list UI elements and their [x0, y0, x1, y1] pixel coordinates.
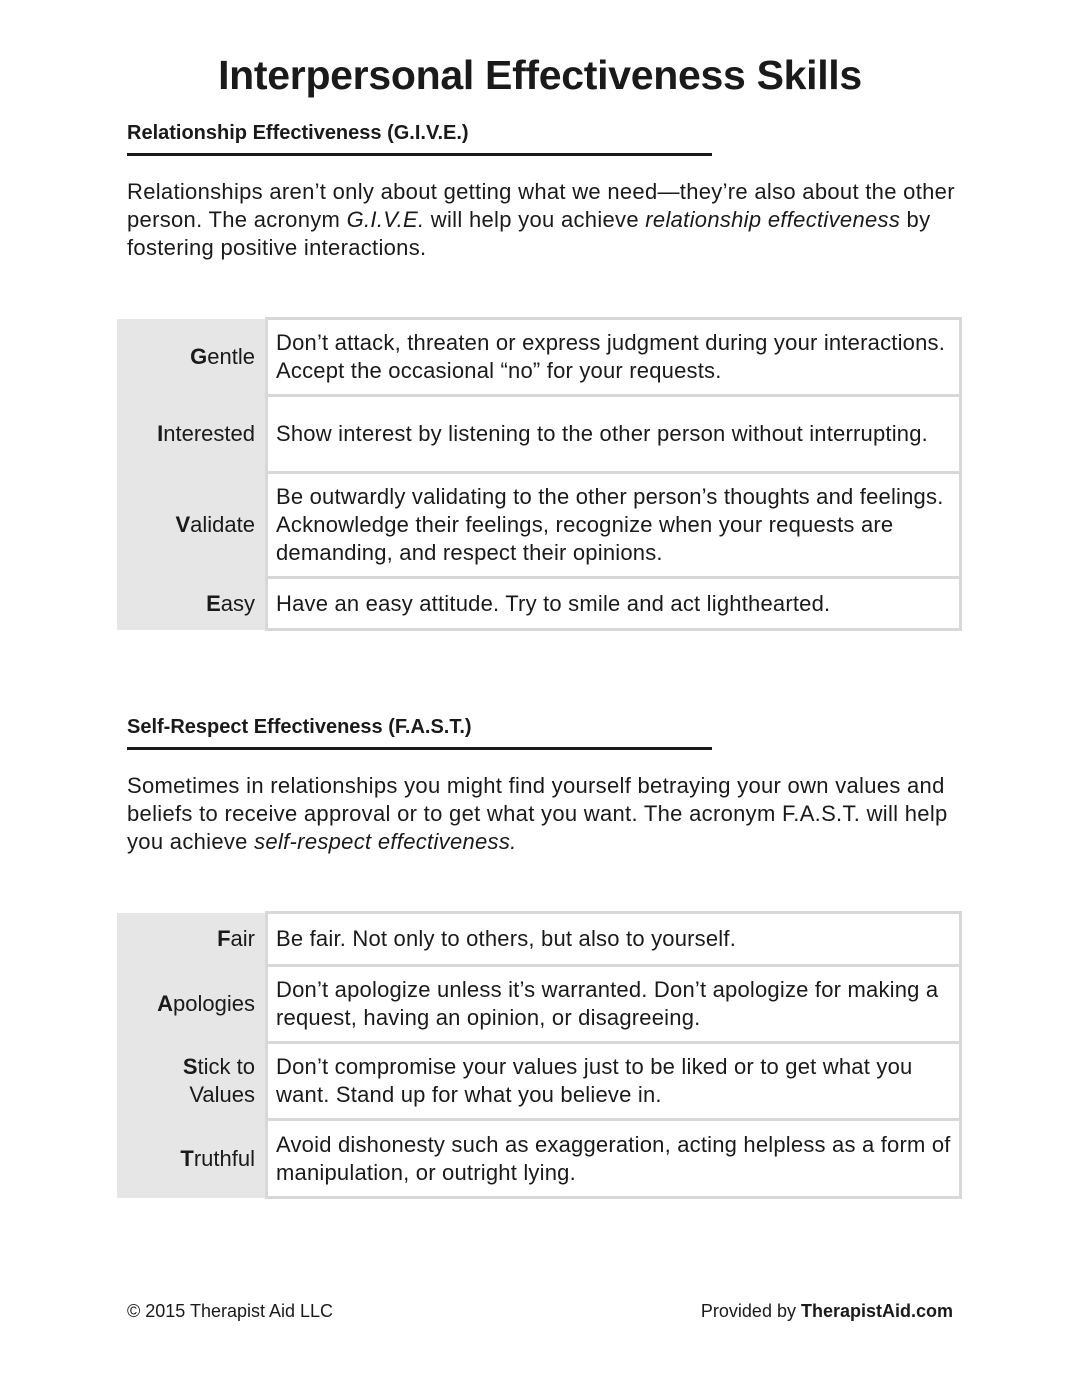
- table-row: [117, 966, 961, 1043]
- skill-term-rest: air: [230, 926, 255, 951]
- skill-description: Be fair. Not only to others, but also to yourself.: [267, 913, 961, 966]
- skill-description: Don’t apologize unless it’s warranted. Don’t apologize for making a request, having an opinion, or disagreeing.: [267, 966, 961, 1043]
- skill-initial: F: [217, 926, 231, 951]
- skill-description: Have an easy attitude. Try to smile and act lighthearted.: [267, 578, 961, 630]
- skill-initial: A: [157, 991, 174, 1016]
- fast-intro-emphasis: self-respect effectiveness.: [254, 829, 517, 854]
- fast-section-heading: Self-Respect Effectiveness (F.A.S.T.): [127, 716, 712, 750]
- skill-term: [117, 1120, 267, 1198]
- skill-description: Don’t attack, threaten or express judgment during your interactions. Accept the occasional “no” for your requests.: [267, 319, 961, 396]
- table-row: [117, 913, 961, 966]
- table-row: [117, 396, 961, 473]
- table-row: [117, 578, 961, 630]
- table-row: [117, 1043, 961, 1120]
- give-intro-acronym: G.I.V.E.: [346, 207, 425, 232]
- skill-term-rest: ruthful: [193, 1145, 255, 1171]
- skill-initial: S: [182, 1054, 198, 1079]
- fast-intro-paragraph: [127, 772, 967, 856]
- fast-skills-table: [117, 911, 962, 1199]
- skill-initial: G: [190, 344, 208, 369]
- give-section-heading: Relationship Effectiveness (G.I.V.E.): [127, 122, 712, 156]
- give-intro-text-2: will help you achieve: [424, 207, 646, 232]
- skill-term: [117, 1043, 267, 1120]
- page-title: Interpersonal Effectiveness Skills: [218, 52, 862, 98]
- give-intro-text-1: Relationships aren’t only about getting what we need—they’re also about the other person. The acronym: [127, 179, 955, 232]
- skill-initial: T: [180, 1145, 194, 1171]
- skill-description: Show interest by listening to the other person without interrupting.: [267, 396, 961, 473]
- table-row: [117, 473, 961, 578]
- skill-description: Be outwardly validating to the other person’s thoughts and feelings. Acknowledge their feelings, recognize when your requests are demanding, and respect their opinions.: [267, 473, 961, 578]
- skill-term: [117, 966, 267, 1043]
- skill-term: [117, 913, 267, 966]
- skill-term: [117, 396, 267, 473]
- give-intro-text-3: by fostering positive interactions.: [127, 207, 931, 260]
- skill-initial: I: [157, 421, 164, 446]
- give-intro-paragraph: [127, 178, 967, 262]
- table-row: [117, 1120, 961, 1198]
- footer-provided-by: Provided by: [700, 1301, 801, 1321]
- skill-initial: E: [206, 590, 221, 616]
- table-row: [117, 319, 961, 396]
- skill-term-rest: alidate: [190, 512, 255, 537]
- skill-term: [117, 473, 267, 578]
- skill-initial: V: [175, 512, 191, 537]
- give-intro-emphasis: relationship effectiveness: [645, 207, 901, 232]
- give-skills-table: [117, 317, 962, 631]
- footer-attribution: [701, 1301, 953, 1322]
- skill-term-rest: entle: [207, 344, 255, 369]
- skill-term-rest: nterested: [163, 421, 255, 446]
- footer-site-name: TherapistAid.com: [800, 1301, 953, 1321]
- skill-term: [117, 319, 267, 396]
- skill-term-rest-line2: Values: [189, 1082, 255, 1107]
- skill-term-rest: pologies: [173, 991, 255, 1016]
- skill-term-rest: tick to: [197, 1054, 255, 1079]
- footer-copyright: © 2015 Therapist Aid LLC: [127, 1301, 334, 1321]
- skill-term-rest: asy: [220, 590, 255, 616]
- skill-term: [117, 578, 267, 630]
- fast-intro-text: Sometimes in relationships you might find yourself betraying your own values and beliefs to receive approval or to get what you want. The acronym F.A.S.T. will help you achieve: [127, 773, 948, 854]
- skill-description: Don’t compromise your values just to be liked or to get what you want. Stand up for what you believe in.: [267, 1043, 961, 1120]
- skill-description: Avoid dishonesty such as exaggeration, acting helpless as a form of manipulation, or outright lying.: [267, 1120, 961, 1198]
